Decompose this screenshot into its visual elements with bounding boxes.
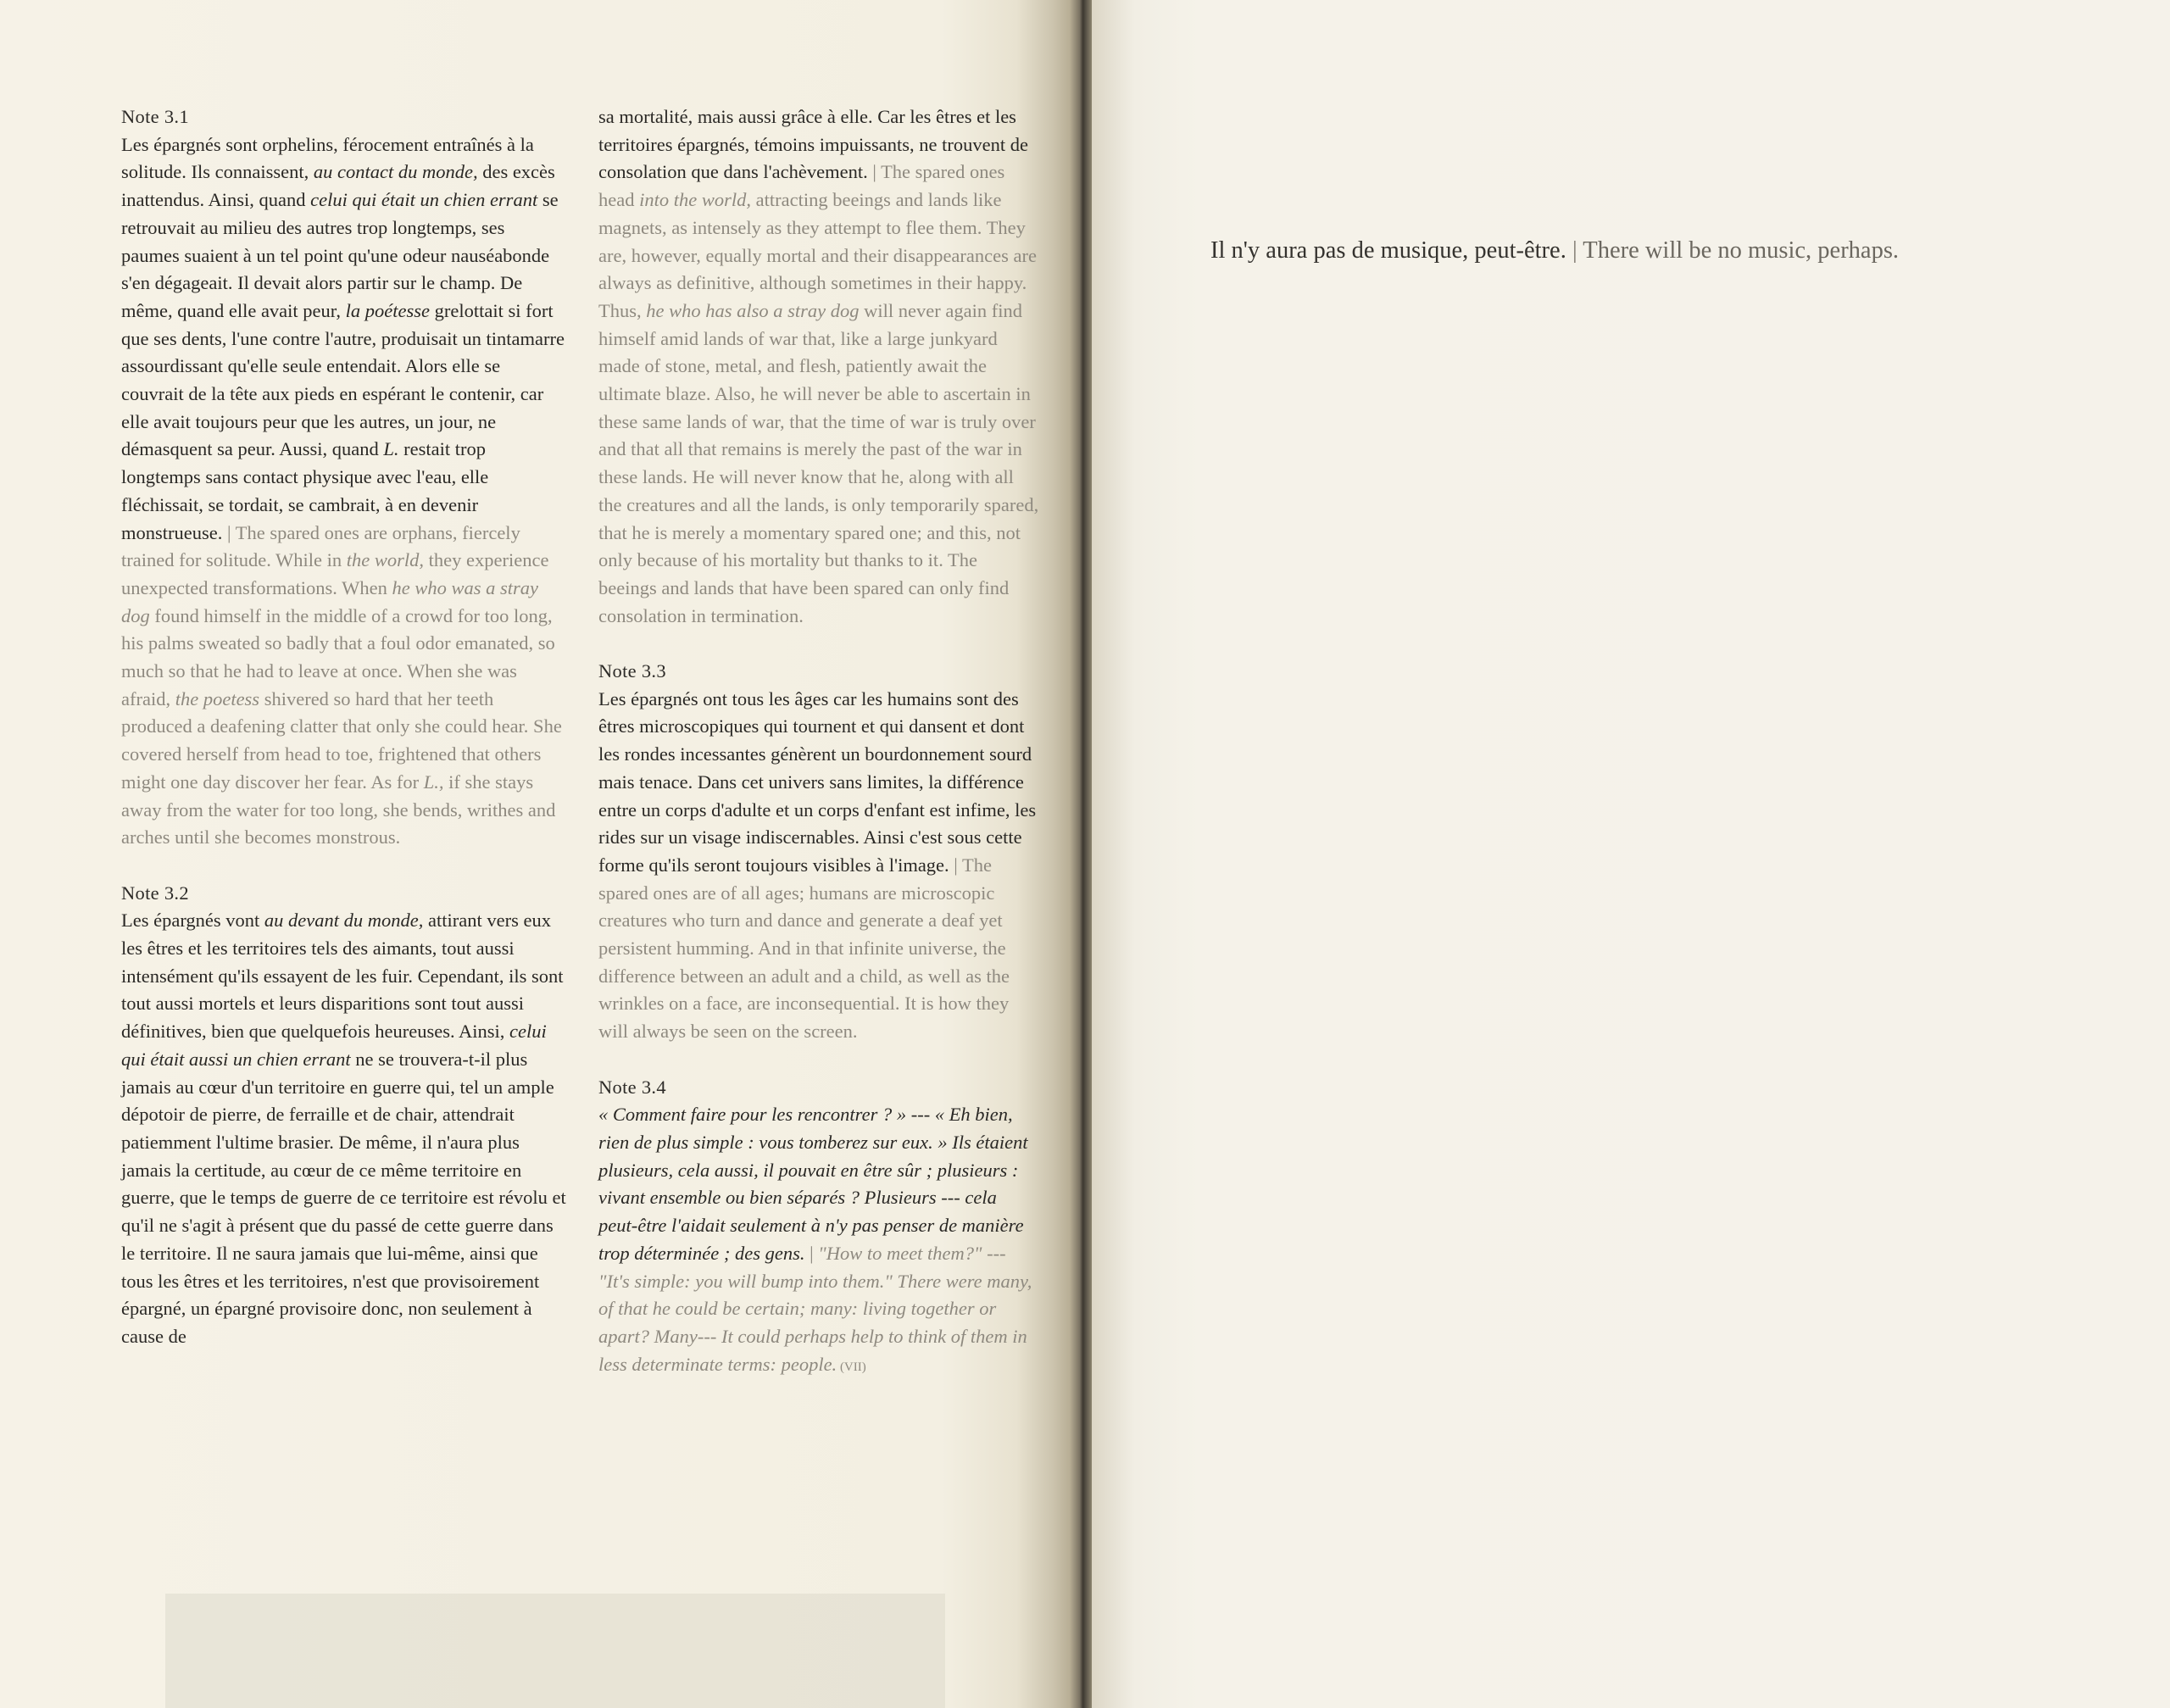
note-3-1: [121, 103, 566, 852]
note-text-fr: restait trop longtemps sans contact physique avec l'eau, elle fléchissait, se tordait, se cambrait, à en devenir monstrueuse.: [121, 438, 489, 543]
note-text-en: The spared ones head: [598, 161, 1005, 211]
note-text-fr: des excès inattendus. Ainsi, quand: [121, 161, 555, 211]
note-text-en-italic: the poetess: [175, 687, 260, 709]
note-text-fr: sa mortalité, mais aussi grâce à elle. Car les êtres et les territoires épargnés, témoins impuissants, ne trouvent de consolation que dans l'achèvement.: [598, 106, 1028, 183]
note-3-2: [121, 880, 566, 1351]
note-text-en: The spared ones are orphans, fiercely trained for solitude. While in: [121, 521, 520, 571]
language-separator: |: [949, 854, 963, 876]
right-column: [598, 103, 1039, 1409]
note-text-fr-italic: au contact du monde,: [313, 161, 478, 183]
note-text-en: found himself in the middle of a crowd for too long, his palms sweated so badly that a foul odor emanated, so much so that he had to leave at once. When she was afraid,: [121, 604, 555, 709]
note-3-3: [598, 658, 1039, 1046]
sentence-fr: Il n'y aura pas de musique, peut-être.: [1210, 237, 1566, 264]
note-text-fr-italic: L.: [383, 438, 399, 460]
note-text-fr: attirant vers eux les êtres et les territoires tels des aimants, tout aussi intensément qu'ils essayent de les fuir. Cependant, ils sont tout aussi mortels et leurs disparitions sont tout aussi définitives, bien que quelquefois heureuses. Ainsi,: [121, 910, 564, 1043]
note-text-en-italic: the world,: [346, 549, 425, 571]
note-3-2-continued: [598, 103, 1039, 630]
note-text-en-italic: L.,: [423, 771, 444, 793]
reference-marker: (VII): [837, 1360, 866, 1374]
note-text-fr: Les épargnés vont: [121, 910, 264, 932]
note-text-en: will never again find himself amid lands of war that, like a large junkyard made of stone, metal, and flesh, patiently await the ultimate blaze. Also, he will never be able to ascertain in these same lands of war, that the time of war is truly over and that all that remains is merely the past of the war in these lands. He will never know that he, along with all the creatures and all the lands, is only temporarily spared, that he is merely a momentary spared one; and this, not only because of his mortality but thanks to it. The beeings and lands that have been spared can only find consolation in termination.: [598, 299, 1039, 626]
note-text-fr-italic: « Comment faire pour les rencontrer ? » --- « Eh bien, rien de plus simple : vous tomberez sur eux. » Ils étaient plusieurs, cela aussi, il pouvait en être sûr ; plusieurs : vivant ensemble ou bien séparés ? Plusieurs --- cela peut-être l'aidait seulement à n'y pas penser de manière trop déterminée ; des gens.: [598, 1104, 1028, 1264]
right-page-sentence: [1210, 236, 2058, 266]
note-text-en-italic: into the world,: [639, 189, 751, 211]
note-text-fr-italic: au devant du monde,: [264, 910, 424, 932]
sentence-en: There will be no music, perhaps.: [1583, 237, 1900, 264]
book-spine: [1070, 0, 1092, 1708]
show-through-image: [165, 1594, 945, 1708]
note-text-en: shivered so hard that her teeth produced a deafening clatter that only she could hear. She covered herself from head to toe, frightened that others might one day discover her fear. As for: [121, 687, 562, 793]
note-3-4: [598, 1074, 1039, 1382]
note-text-en: if she stays away from the water for too long, she bends, writhes and arches until she becomes monstrous.: [121, 771, 556, 848]
note-text-fr-italic: celui qui était un chien errant: [310, 189, 538, 211]
note-text-en-italic: he who was a stray dog: [121, 576, 538, 626]
note-text-en-italic: he who has also a stray dog: [646, 299, 860, 321]
language-separator: |: [222, 521, 236, 543]
note-heading: Note 3.1: [121, 106, 189, 127]
note-text-fr-italic: la poétesse: [345, 299, 430, 321]
note-text-fr: se retrouvait au milieu des autres trop longtemps, ses paumes suaient à un tel point qu'une odeur nauséabonde s'en dégageait. Il devait alors partir sur le champ. De même, quand elle avait peur,: [121, 189, 559, 321]
note-text-fr: grelottait si fort que ses dents, l'une contre l'autre, produisait un tintamarre assourdissant qu'elle seule entendait. Alors elle se couvrait de la tête aux pieds en espérant le contenir, car elle avait toujours peur que les autres, un jour, ne démasquent sa peur. Aussi, quand: [121, 299, 565, 460]
note-heading: Note 3.4: [598, 1076, 666, 1098]
note-text-fr: Les épargnés ont tous les âges car les humains sont des êtres microscopiques qui tournent et qui dansent et dont les rondes incessantes génèrent un bourdonnement sourd mais tenace. Dans cet univers sans limites, la différence entre un corps d'adulte et un corps d'enfant est infime, les rides sur un visage indiscernables. Ainsi c'est sous cette forme qu'ils seront toujours visibles à l'image.: [598, 687, 1037, 876]
language-separator: |: [1566, 237, 1583, 264]
note-text-en: The spared ones are of all ages; humans are microscopic creatures who turn and dance and generate a deaf yet persistent humming. And in that infinite universe, the difference between an adult and a child, as well as the wrinkles on a face, are inconsequential. It is how they will always be seen on the screen.: [598, 854, 1010, 1043]
note-text-en: attracting beeings and lands like magnets, as intensely as they attempt to flee them. They are, however, equally mortal and their disappearances are always as definitive, although sometimes in their happy. Thus,: [598, 189, 1037, 321]
note-text-en: they experience unexpected transformations. When: [121, 549, 549, 598]
note-heading: Note 3.3: [598, 660, 666, 682]
note-text-fr-italic: celui qui était aussi un chien errant: [121, 1021, 547, 1070]
note-heading: Note 3.2: [121, 882, 189, 904]
left-column: [121, 103, 566, 1378]
note-text-fr: ne se trouvera-t-il plus jamais au cœur d'un territoire en guerre qui, tel un ample dépotoir de pierre, de ferraille et de chair, attendrait patiemment l'ultime brasier. De même, il n'aura plus jamais la certitude, au cœur de ce même territoire en guerre, que le temps de guerre de ce territoire est révolu et qu'il ne s'agit à présent que du passé de cette guerre dans le territoire. Il ne saura jamais que lui-même, ainsi que tous les êtres et les territoires, n'est que provisoirement épargné, un épargné provisoire donc, non seulement à cause de: [121, 1048, 566, 1347]
note-text-en-italic: "How to meet them?" --- "It's simple: you will bump into them." There were many, of that he could be certain; many: living together or apart? Many--- It could perhaps help to think of them in less determinate terms: people.: [598, 1242, 1032, 1375]
left-page: [0, 0, 1070, 1708]
note-text-fr: Les épargnés sont orphelins, férocement entraînés à la solitude. Ils connaissent,: [121, 133, 534, 183]
language-separator: |: [804, 1242, 819, 1264]
language-separator: |: [867, 161, 882, 183]
